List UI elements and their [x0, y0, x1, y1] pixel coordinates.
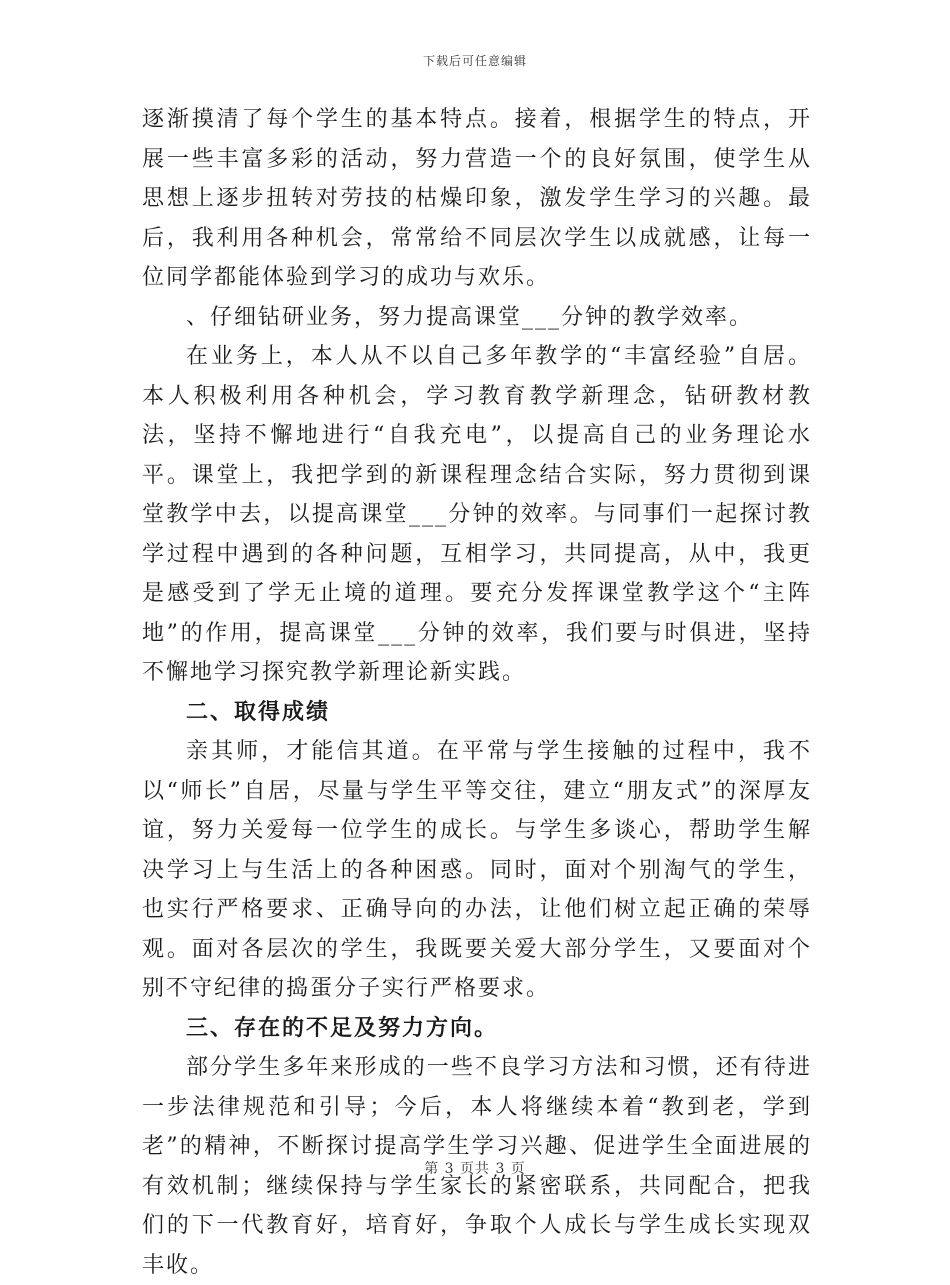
section-heading-achievements: 二、取得成绩	[186, 698, 331, 725]
page-footer: 第 3 页共 3 页	[424, 1161, 526, 1177]
paragraph-business: 在业务上，本人从不以自己多年教学的“丰富经验”自居。本人积极利用各种机会，学习教育教学新理念，钻研教材教法，坚持不懈地进行“自我充电”，以提高自己的业务理论水平。课堂上，我把学到的新课程理念结合实际，努力贯彻到课堂教学中去，以提高课堂___分钟的效率。与同事们一起探讨教学过程中遇到的各种问题，互相学习，共同提高，从中，我更是感受到了学无止境的道理。要充分发挥课堂教学这个“主阵地”的作用，提高课堂___分钟的效率，我们要与时俱进，坚持不懈地学习探究教学新理论新实践。	[142, 344, 812, 685]
section-heading-shortcomings: 三、存在的不足及努力方向。	[186, 1014, 499, 1041]
paragraph-continued: 逐渐摸清了每个学生的基本特点。接着，根据学生的特点，开展一些丰富多彩的活动，努力营造一个的良好氛围，使学生从思想上逐步扭转对劳技的枯燥印象，激发学生学习的兴趣。最后，我利用各种机会，常常给不同层次学生以成就感，让每一位同学都能体验到学习的成功与欢乐。	[142, 107, 812, 290]
paragraph-subheading: 、仔细钻研业务，努力提高课堂___分钟的教学效率。	[186, 304, 754, 330]
page-header: 下载后可任意编辑	[422, 54, 527, 68]
paragraph-shortcomings: 部分学生多年来形成的一些不良学习方法和习惯，还有待进一步法律规范和引导；今后，本人将继续本着“教到老，学到老”的精神，不断探讨提高学生学习兴趣、促进学生全面进展的有效机制；继续保持与学生家长的紧密联系，共同配合，把我们的下一代教育好，培育好，争取个人成长与学生成长实现双丰收。	[142, 1055, 812, 1278]
paragraph-achievements: 亲其师，才能信其道。在平常与学生接触的过程中，我不以“师长”自居，尽量与学生平等交往，建立“朋友式”的深厚友谊，努力关爱每一位学生的成长。与学生多谈心，帮助学生解决学习上与生活上的各种困惑。同时，面对个别淘气的学生，也实行严格要求、正确导向的办法，让他们树立起正确的荣辱观。面对各层次的学生，我既要关爱大部分学生，又要面对个别不守纪律的捣蛋分子实行严格要求。	[142, 739, 812, 1001]
document-body	[142, 100, 812, 1285]
